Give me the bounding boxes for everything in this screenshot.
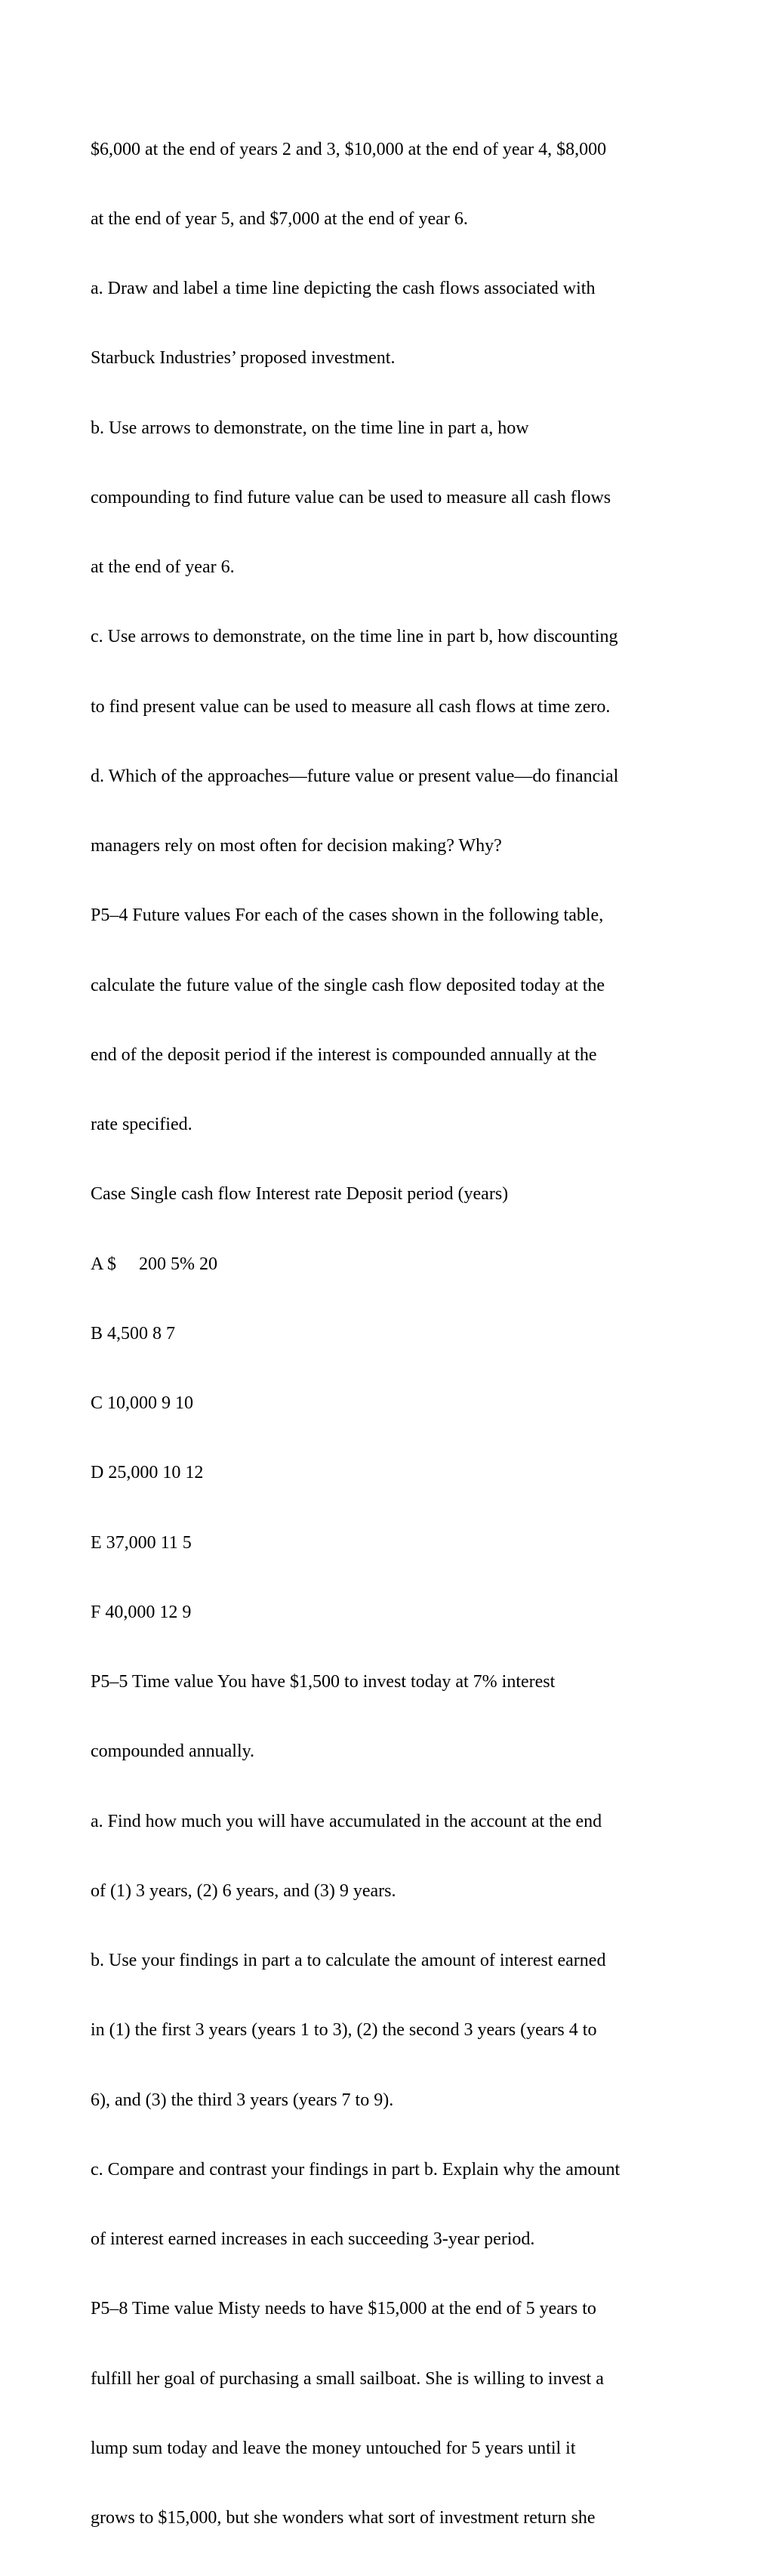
table-row-line: C 10,000 9 10 [91,1393,194,1413]
text-line: grows to $15,000, but she wonders what sort of investment return she [91,2508,596,2528]
text-line: c. Compare and contrast your findings in part b. Explain why the amount [91,2159,621,2180]
text-line: Starbuck Industries’ proposed investment. [91,348,396,369]
text-line: compounding to find future value can be used to measure all cash flows [91,487,611,507]
text-line: to find present value can be used to measure all cash flows at time zero. [91,696,611,717]
text-line: of interest earned increases in each succeeding 3-year period. [91,2229,535,2249]
text-line: of (1) 3 years, (2) 6 years, and (3) 9 years. [91,1880,396,1901]
text-line: b. Use your findings in part a to calculate the amount of interest earned [91,1951,606,1970]
problem-heading-p5-5: P5–5 Time value You have $1,500 to invest today at 7% interest [91,1672,556,1692]
table-row-line: D 25,000 10 12 [91,1463,204,1483]
text-line: compounded annually. [91,1741,255,1762]
text-line: $6,000 at the end of years 2 and 3, $10,000 at the end of year 4, $8,000 [91,139,607,159]
table-row-line: A $ 200 5% 20 [91,1254,217,1274]
text-line: lump sum today and leave the money untouched for 5 years until it [91,2438,576,2458]
text-line: d. Which of the approaches—future value or present value—do financial [91,766,619,786]
text-line: a. Find how much you will have accumulated in the account at the end [91,1811,602,1831]
text-line: b. Use arrows to demonstrate, on the time line in part a, how [91,418,529,438]
table-row-line: B 4,500 8 7 [91,1323,176,1344]
text-line: at the end of year 5, and $7,000 at the end of year 6. [91,208,468,229]
text-line: managers rely on most often for decision making? Why? [91,836,502,856]
text-line: at the end of year 6. [91,557,235,577]
text-line: c. Use arrows to demonstrate, on the time line in part b, how discounting [91,627,618,647]
text-line: rate specified. [91,1115,192,1134]
text-line: a. Draw and label a time line depicting the cash flows associated with [91,279,596,298]
text-line: end of the deposit period if the interest is compounded annually at the [91,1044,597,1065]
table-row-line: E 37,000 11 5 [91,1532,192,1553]
text-line: fulfill her goal of purchasing a small sailboat. She is willing to invest a [91,2368,604,2389]
problem-heading-p5-4: P5–4 Future values For each of the cases shown in the following table, [91,905,604,926]
table-header-line: Case Single cash flow Interest rate Deposit period (years) [91,1184,509,1205]
text-line: 6), and (3) the third 3 years (years 7 to 9). [91,2090,394,2110]
table-row-line: F 40,000 12 9 [91,1602,192,1622]
body-text [91,91,694,2576]
problem-heading-p5-8: P5–8 Time value Misty needs to have $15,000 at the end of 5 years to [91,2299,596,2319]
text-line: calculate the future value of the single cash flow deposited today at the [91,975,605,995]
text-line: in (1) the first 3 years (years 1 to 3), (2) the second 3 years (years 4 to [91,2020,597,2041]
